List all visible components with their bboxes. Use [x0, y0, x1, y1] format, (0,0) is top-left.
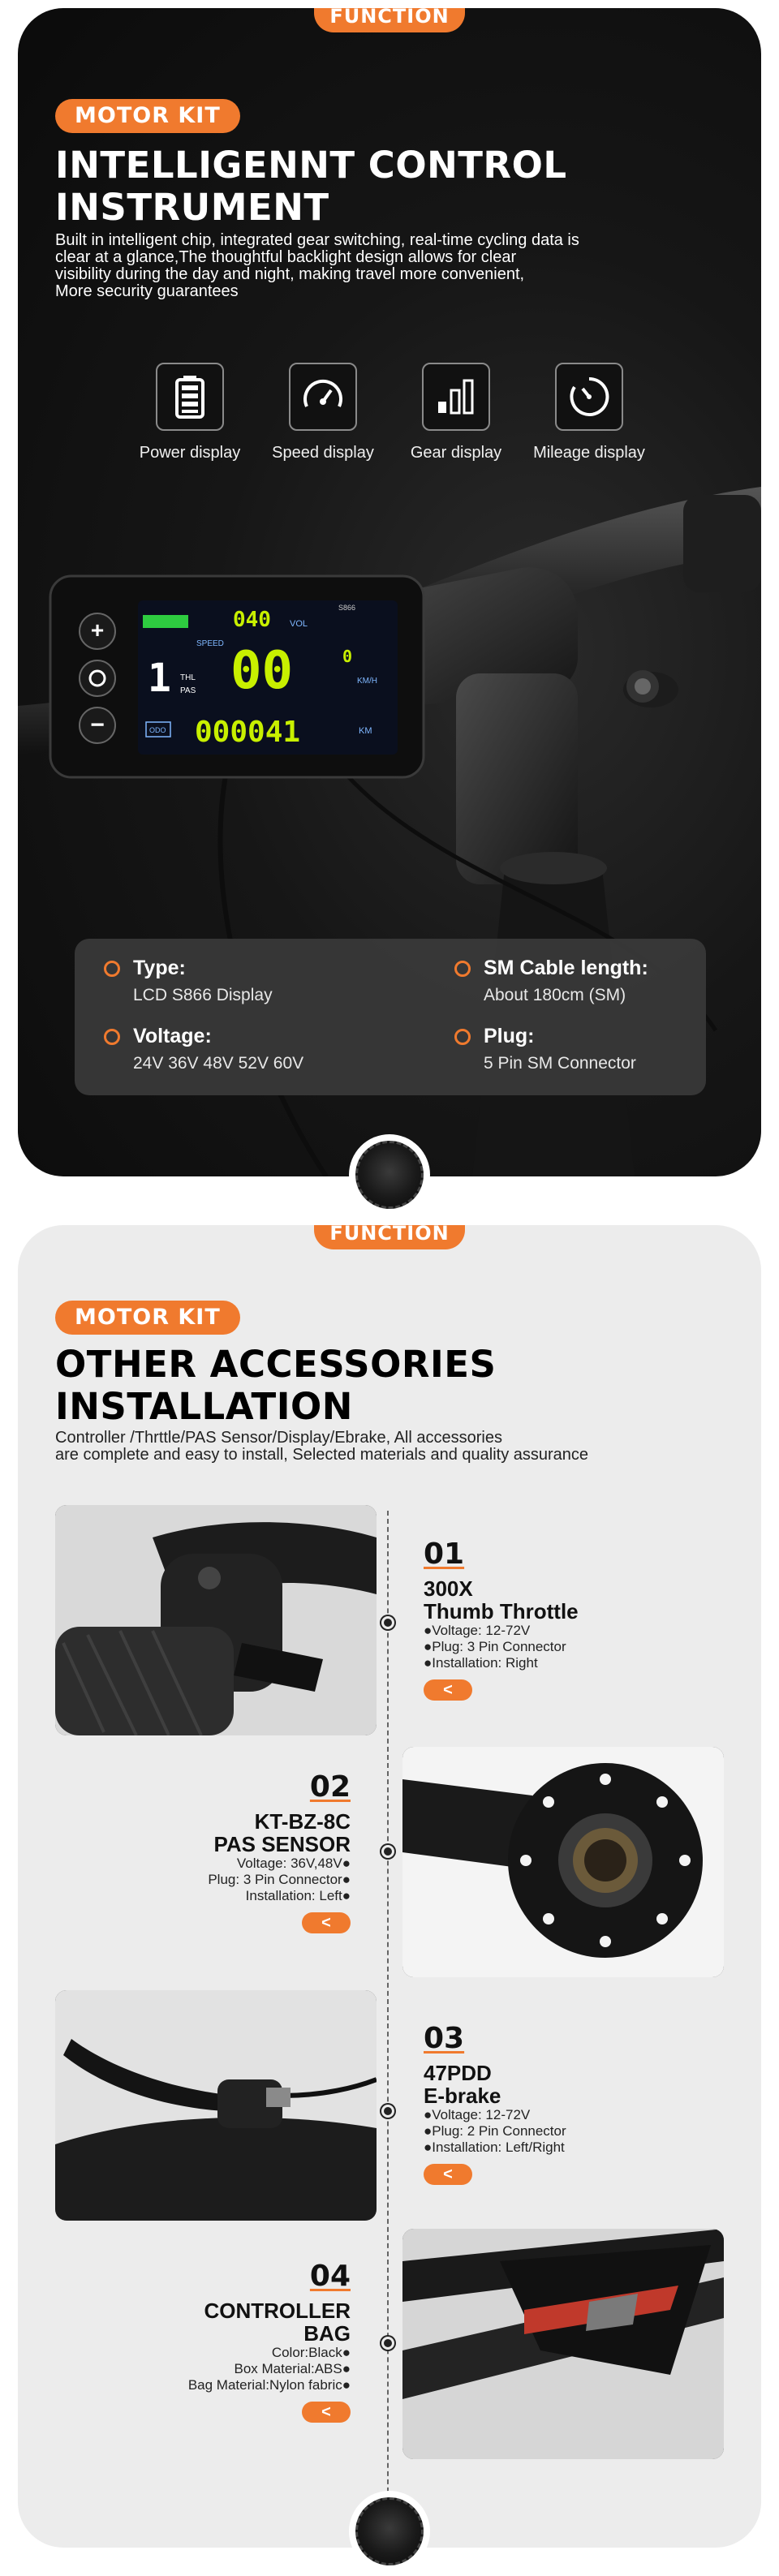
arrow-button[interactable]: < [302, 1912, 351, 1933]
svg-text:+: + [90, 617, 105, 643]
feature-gear: Gear display [391, 363, 521, 462]
timeline-dot [381, 1845, 394, 1858]
timeline-line [387, 1511, 389, 2517]
spec-box: Type: LCD S866 Display SM Cable length: About 180cm (SM) Voltage: 24V 36V 48V 52V 60V Plug: 5 Pin SM Connector [75, 939, 706, 1095]
svg-text:1: 1 [148, 656, 171, 701]
timeline-dot [381, 1616, 394, 1629]
svg-text:PAS: PAS [180, 686, 196, 695]
accessories-section [18, 1225, 761, 2548]
clock-icon [555, 363, 623, 431]
instrument-section [18, 8, 761, 1176]
svg-text:KM/H: KM/H [357, 677, 377, 686]
knob-icon [349, 2491, 430, 2572]
svg-text:ODO: ODO [149, 726, 166, 734]
accessory-controller-bag: 04 CONTROLLER BAG Color:Black● Box Material:ABS● Bag Material:Nylon fabric● < [187, 2260, 351, 2421]
motor-kit-pill: MOTOR KIT [55, 99, 240, 133]
battery-icon [156, 363, 224, 431]
lcd-display [50, 576, 424, 777]
knob-icon [349, 1134, 430, 1215]
accessory-throttle: 01 300X Thumb Throttle ●Voltage: 12-72V ●Plug: 3 Pin Connector ●Installation: Right < [424, 1537, 579, 1699]
svg-text:KM: KM [359, 726, 372, 736]
e-brake-photo [55, 1990, 377, 2221]
svg-text:040: 040 [233, 608, 271, 632]
svg-text:THL: THL [180, 673, 196, 682]
svg-text:00: 00 [230, 641, 294, 701]
accessory-pas-sensor: 02 KT-BZ-8C PAS SENSOR Voltage: 36V,48V● Plug: 3 Pin Connector● Installation: Left● < [208, 1770, 351, 1932]
bullet-circle-icon [454, 961, 471, 977]
section-description: Built in intelligent chip, integrated gear switching, real-time cycling data is clear at a glance,The thoughtful backlight design allows for clear visibility during the day and night, making travel more convenient, More security guarantees [55, 231, 579, 300]
pas-sensor-photo [402, 1747, 724, 1977]
motor-kit-pill: MOTOR KIT [55, 1301, 240, 1335]
section-description: Controller /Thrttle/PAS Sensor/Display/Ebrake, All accessories are complete and easy to install, Selected materials and quality assurance [55, 1429, 589, 1464]
function-tab: FUNCTION [314, 1225, 465, 1249]
svg-text:0: 0 [342, 647, 353, 666]
svg-text:000041: 000041 [195, 716, 301, 749]
feature-mileage: Mileage display [524, 363, 654, 462]
feature-power: Power display [125, 363, 255, 462]
timeline-dot [381, 2337, 394, 2350]
bullet-circle-icon [104, 961, 120, 977]
accessory-e-brake: 03 47PDD E-brake ●Voltage: 12-72V ●Plug: 2 Pin Connector ●Installation: Left/Right < [424, 2022, 566, 2183]
gear-bars-icon [422, 363, 490, 431]
bullet-circle-icon [104, 1029, 120, 1045]
arrow-button[interactable]: < [424, 1679, 472, 1701]
section-title: OTHER ACCESSORIES INSTALLATION [55, 1343, 497, 1428]
section-title: INTELLIGENNT CONTROL INSTRUMENT [55, 144, 567, 229]
function-tab: FUNCTION [314, 8, 465, 32]
timeline-dot [381, 2105, 394, 2118]
svg-text:SPEED: SPEED [196, 639, 224, 648]
arrow-button[interactable]: < [302, 2402, 351, 2423]
thumb-throttle-photo [55, 1505, 377, 1735]
svg-text:VOL: VOL [290, 619, 308, 629]
speedometer-icon [289, 363, 357, 431]
arrow-button[interactable]: < [424, 2164, 472, 2185]
controller-bag-photo [402, 2229, 724, 2459]
feature-speed: Speed display [258, 363, 388, 462]
svg-text:S866: S866 [338, 604, 356, 612]
bullet-circle-icon [454, 1029, 471, 1045]
svg-text:−: − [90, 712, 105, 738]
